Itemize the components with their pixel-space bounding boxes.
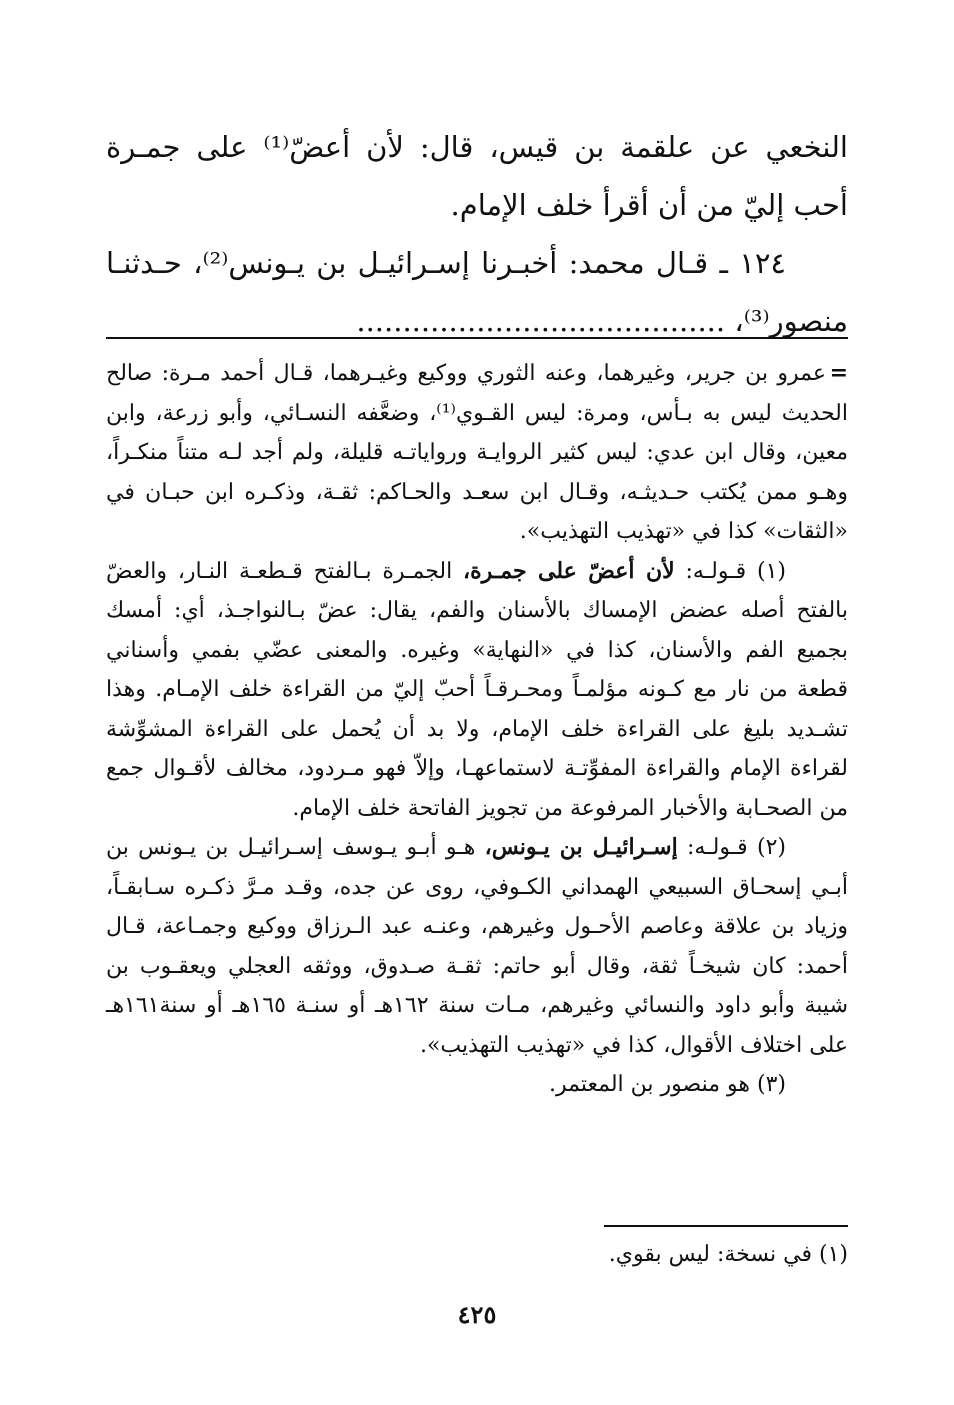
footnote-2 — [106, 828, 848, 1065]
footnote-continuation — [106, 354, 848, 552]
subnote — [106, 1240, 848, 1270]
subnote-separator — [604, 1225, 848, 1227]
main-paragraph-1: النخعي عن علقمة بن قيس، قال: لأن أعضّ⁽¹⁾ على جمـرة أحب إليّ من أن أقرأ خلف الإمام. — [106, 130, 848, 222]
footnote-2-intro: قـولـه: — [687, 835, 748, 860]
hadith-124-text: ١٢٤ ـ قـال محمد: أخبـرنا إسـرائيـل بن يـونس⁽²⁾، حـدثنـا منصور⁽³⁾، — [106, 246, 848, 338]
footnote-1-number: (١) — [756, 558, 786, 584]
dotted-leader: ........................................ — [356, 304, 726, 338]
footnote-separator — [106, 337, 848, 339]
footnote-1-lemma: لأن أعضّ على جمـرة، — [463, 557, 675, 584]
footnote-3 — [106, 1065, 848, 1105]
footnote-1-intro: قـولـه: — [685, 558, 747, 584]
footnote-3-number: (٣) — [756, 1072, 786, 1097]
footnote-2-number: (٢) — [756, 835, 786, 860]
main-text — [106, 118, 848, 350]
main-paragraph-2 — [106, 234, 848, 350]
footnote-1 — [106, 552, 848, 829]
subnote-text: في نسخة: ليس بقوي. — [608, 1242, 812, 1267]
page-number: ٤٢٥ — [457, 1300, 497, 1329]
continuation-text: عمرو بن جرير، وغيرهما، وعنه الثوري ووكيع وغيـرهما، قـال أحمد مـرة: صالح الحديث ليس به بـأس، ومرة: ليس القـوي⁽¹⁾، وضعَّفه النسـائي، وأبو زرعة، وابن معين، وقال ابن عدي: ليس كثير الروايـة ورواياتـه قليلة، ولم أجد لـه متناً منكـراً، وهـو ممن يُكتب حـديثـه، وقـال ابن سعـد والحـاكم: ثقـة، وذكـره ابن حبـان في «الثقات» كذا في «تهذيب التهذيب». — [106, 361, 848, 544]
footnote-2-text: هـو أبـو يـوسف إسـرائيـل بن يـونس بن أبـي إسحـاق السبيعي الهمداني الكـوفي، روى عن جده، وقـد مـرَّ ذكـره سـابقـاً، وزياد بن علاقة وعاصم الأحـول وغيرهم، وعنـه عبد الـرزاق ووكيع وجمـاعة، قـال أحمد: كان شيخـاً ثقة، وقال أبو حاتم: ثقـة صـدوق، ووثقه العجلي ويعقـوب بن شيبة وأبو داود والنسائي وغيرهم، مـات سنة ١٦٢هـ أو سنـة ١٦٥هـ أو سنة١٦١هـ على اختلاف الأقوال، كذا في «تهذيب التهذيب». — [106, 835, 849, 1058]
footnote-3-text: هو منصور بن المعتمر. — [549, 1072, 750, 1097]
footnote-1-text: الجمـرة بـالفتح قـطعـة النـار، والعضّ بالفتح أصله عضض الإمساك بالأسنان والفم، يقال: عضّ بـالنواجـذ، أي: أمسك بجميع الفم والأسنان، كذا في «النهاية» وغيره. والمعنى عضّي بفمي وأسناني قطعة من نار مع كـونه مؤلمـاً ومحـرقـاً أحبّ إليّ من القراءة خلف الإمـام. وهذا تشـديد بليغ على القراءة خلف الإمام، ولا بد أن يُحمل على القراءة المشوِّشة لقراءة الإمام والقراءة المفوِّتـة لاستماعهـا، وإلاّ فهو مـردود، مخالف لأقـوال جمع من الصحـابة والأخبار المرفوعة من تجويز الفاتحة خلف الإمام. — [106, 558, 848, 821]
footnote-2-lemma: إسـرائيـل بن يـونس، — [484, 834, 678, 860]
footnotes — [106, 354, 848, 1105]
continuation-marker: = — [829, 360, 848, 386]
subnote-number: (١) — [818, 1242, 848, 1267]
